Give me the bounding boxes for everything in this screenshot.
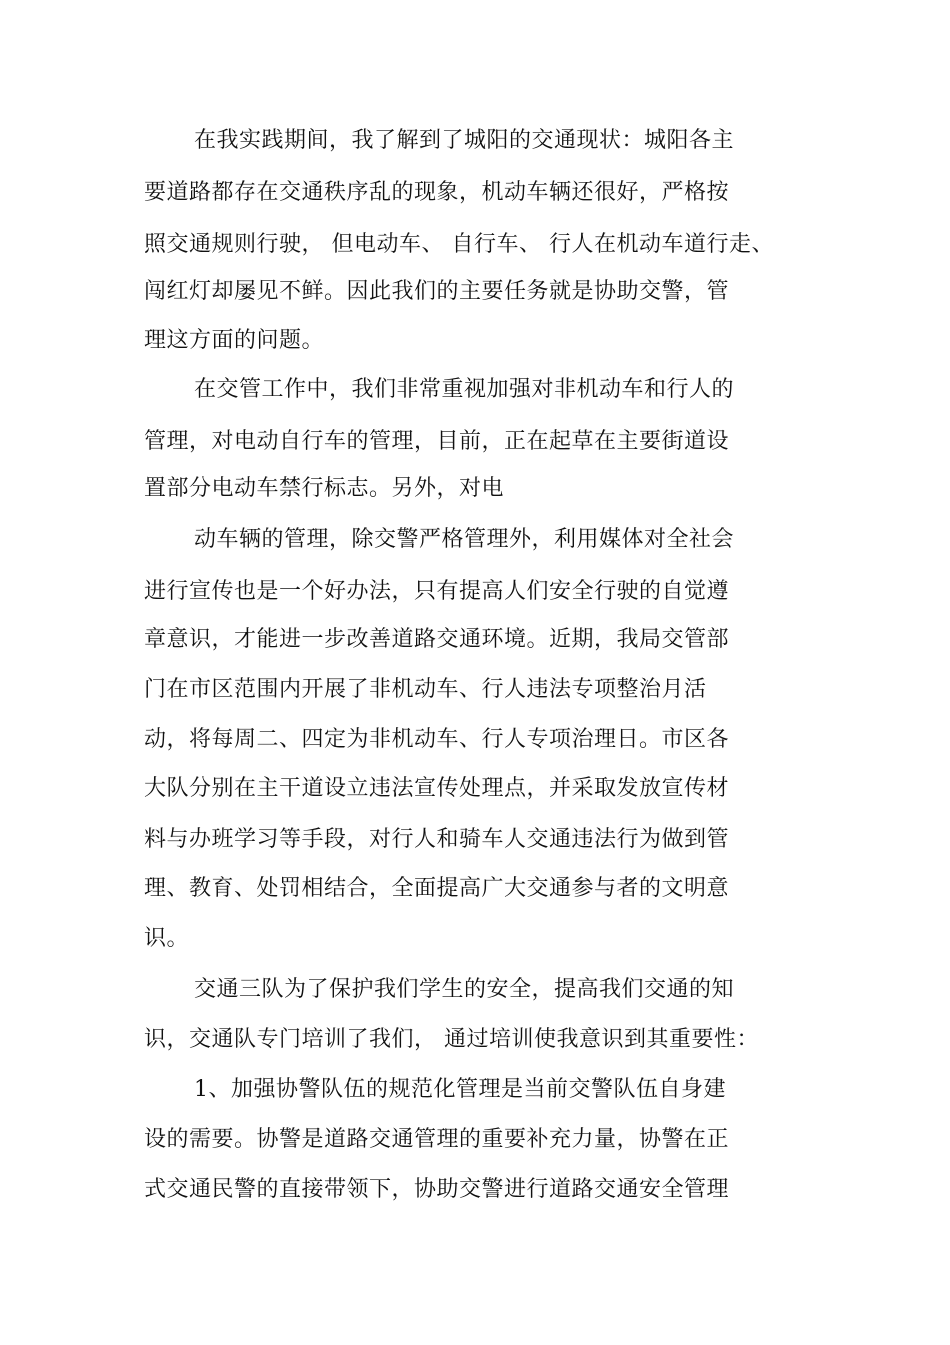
paragraph-5-line-1: 1、加强协警队伍的规范化管理是当前交警队伍自身建 [194,1077,726,1102]
paragraph-4-line-2: 识，交通队专门培训了我们， 通过培训使我意识到其重要性： [144,1027,759,1052]
paragraph-1-line-1: 在我实践期间，我了解到了城阳的交通现状：城阳各主 [194,128,735,153]
paragraph-3-line-3: 章意识，才能进一步改善道路交通环境。近期，我局交管部 [144,627,730,652]
paragraph-1-line-4: 闯红灯却屡见不鲜。因此我们的主要任务就是协助交警，管 [144,279,730,304]
paragraph-3-line-4: 门在市区范围内开展了非机动车、行人违法专项整治月活 [144,677,707,702]
paragraph-5-line-2: 设的需要。协警是道路交通管理的重要补充力量，协警在正 [144,1127,730,1152]
paragraph-3-line-5: 动，将每周二、四定为非机动车、行人专项治理日。市区各 [144,727,730,752]
paragraph-3-line-6: 大队分别在主干道设立违法宣传处理点，并采取发放宣传材 [144,776,730,801]
paragraph-1-line-3: 照交通规则行驶， 但电动车、 自行车、 行人在机动车道行走、 [144,232,774,257]
paragraph-2-line-3: 置部分电动车禁行标志。另外，对电 [144,476,505,501]
paragraph-3-line-2: 进行宣传也是一个好办法，只有提高人们安全行驶的自觉遵 [144,579,730,604]
paragraph-3-line-7: 料与办班学习等手段，对行人和骑车人交通违法行为做到管 [144,827,730,852]
paragraph-4-line-1: 交通三队为了保护我们学生的安全，提高我们交通的知 [194,977,735,1002]
paragraph-2-line-2: 管理，对电动自行车的管理，目前，正在起草在主要街道设 [144,429,730,454]
paragraph-1-line-5: 理这方面的问题。 [144,328,325,353]
paragraph-2-line-1: 在交管工作中，我们非常重视加强对非机动车和行人的 [194,377,735,402]
paragraph-3-line-8: 理、教育、处罚相结合，全面提高广大交通参与者的文明意 [144,876,730,901]
paragraph-5-line-3: 式交通民警的直接带领下，协助交警进行道路交通安全管理 [144,1177,730,1202]
paragraph-3-line-1: 动车辆的管理，除交警严格管理外，利用媒体对全社会 [194,527,735,552]
paragraph-3-line-9: 识。 [144,926,190,951]
paragraph-1-line-2: 要道路都存在交通秩序乱的现象，机动车辆还很好，严格按 [144,180,730,205]
